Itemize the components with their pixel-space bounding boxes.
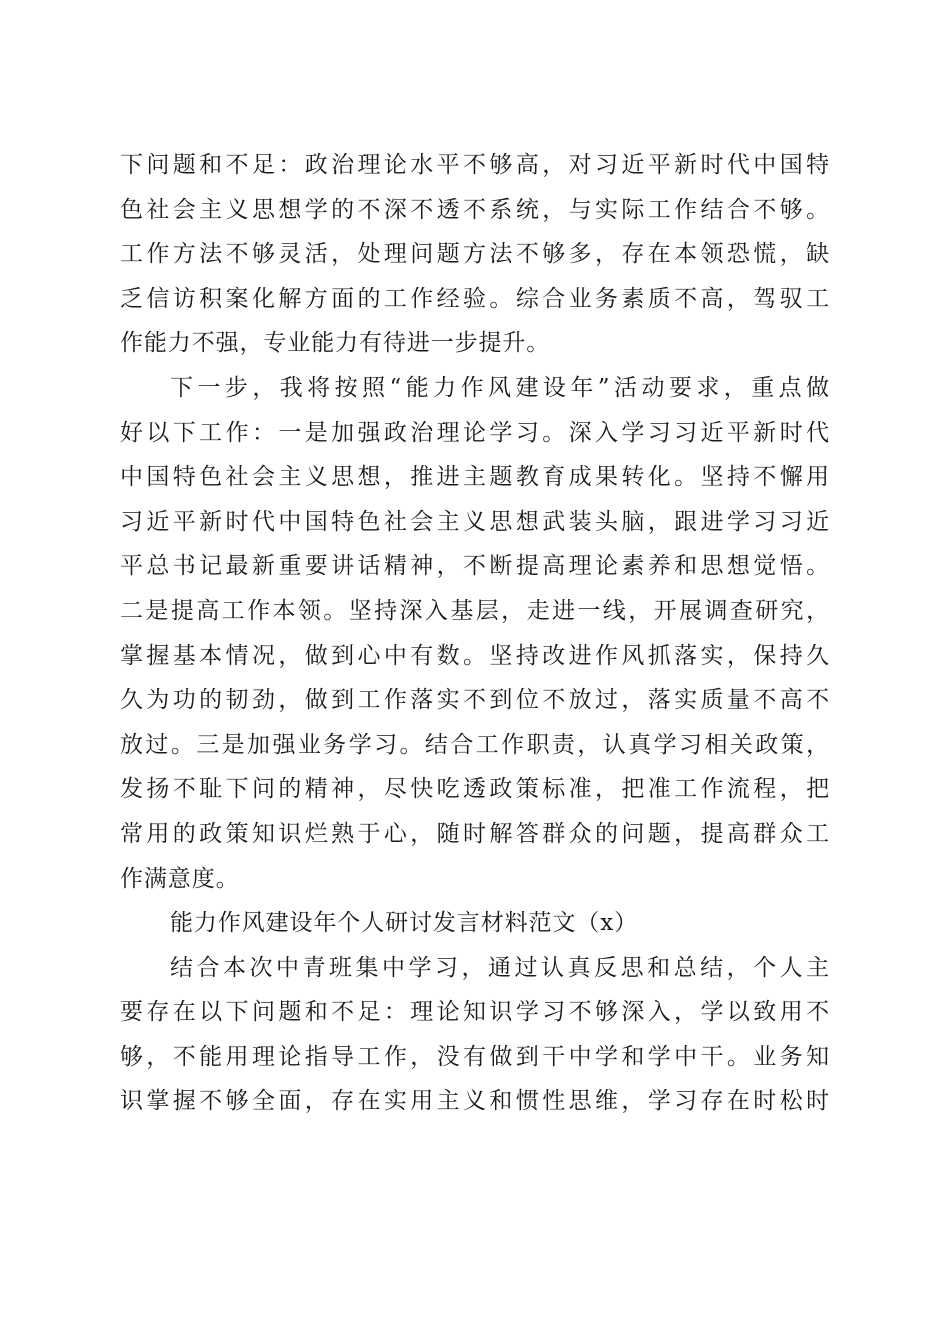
paragraph-line: 够，不能用理论指导工作，没有做到干中学和学中干。业务知 [120,1043,830,1070]
paragraph-line: 发扬不耻下问的精神，尽快吃透政策标准，把准工作流程，把 [120,776,830,803]
paragraph-line: 常用的政策知识烂熟于心，随时解答群众的问题，提高群众工 [120,820,830,847]
paragraph-line: 色社会主义思想学的不深不透不系统，与实际工作结合不够。 [120,196,830,223]
document-body [120,143,830,1124]
paragraph-line: 要存在以下问题和不足：理论知识学习不够深入，学以致用不 [120,999,830,1026]
paragraph-line: 平总书记最新重要讲话精神，不断提高理论素养和思想觉悟。 [120,553,830,580]
paragraph-line: 习近平新时代中国特色社会主义思想武装头脑，跟进学习习近 [120,508,830,535]
paragraph-line: 掌握基本情况，做到心中有数。坚持改进作风抓落实，保持久 [120,642,830,669]
paragraph-line: 久为功的韧劲，做到工作落实不到位不放过，落实质量不高不 [120,687,830,714]
paragraph-line: 中国特色社会主义思想，推进主题教育成果转化。坚持不懈用 [120,464,830,491]
paragraph-line: 二是提高工作本领。坚持深入基层，走进一线，开展调查研究， [120,597,830,624]
paragraph-line: 乏信访积案化解方面的工作经验。综合业务素质不高，驾驭工 [120,285,830,312]
paragraph-line: 工作方法不够灵活，处理问题方法不够多，存在本领恐慌，缺 [120,241,830,268]
paragraph-line: 下问题和不足：政治理论水平不够高，对习近平新时代中国特 [120,152,830,178]
paragraph-line: 作满意度。 [120,865,240,892]
paragraph-line: 识掌握不够全面，存在实用主义和惯性思维，学习存在时松时 [120,1088,830,1115]
paragraph-first-line: 下一步，我将按照“能力作风建设年”活动要求，重点做 [170,374,830,401]
paragraph-line: 好以下工作：一是加强政治理论学习。深入学习习近平新时代 [120,419,830,446]
paragraph-first-line: 结合本次中青班集中学习，通过认真反思和总结，个人主 [170,954,830,981]
paragraph-line: 作能力不强，专业能力有待进一步提升。 [120,330,551,357]
section-heading: 能力作风建设年个人研讨发言材料范文（x） [170,910,638,937]
paragraph-line: 放过。三是加强业务学习。结合工作职责，认真学习相关政策， [120,731,830,758]
